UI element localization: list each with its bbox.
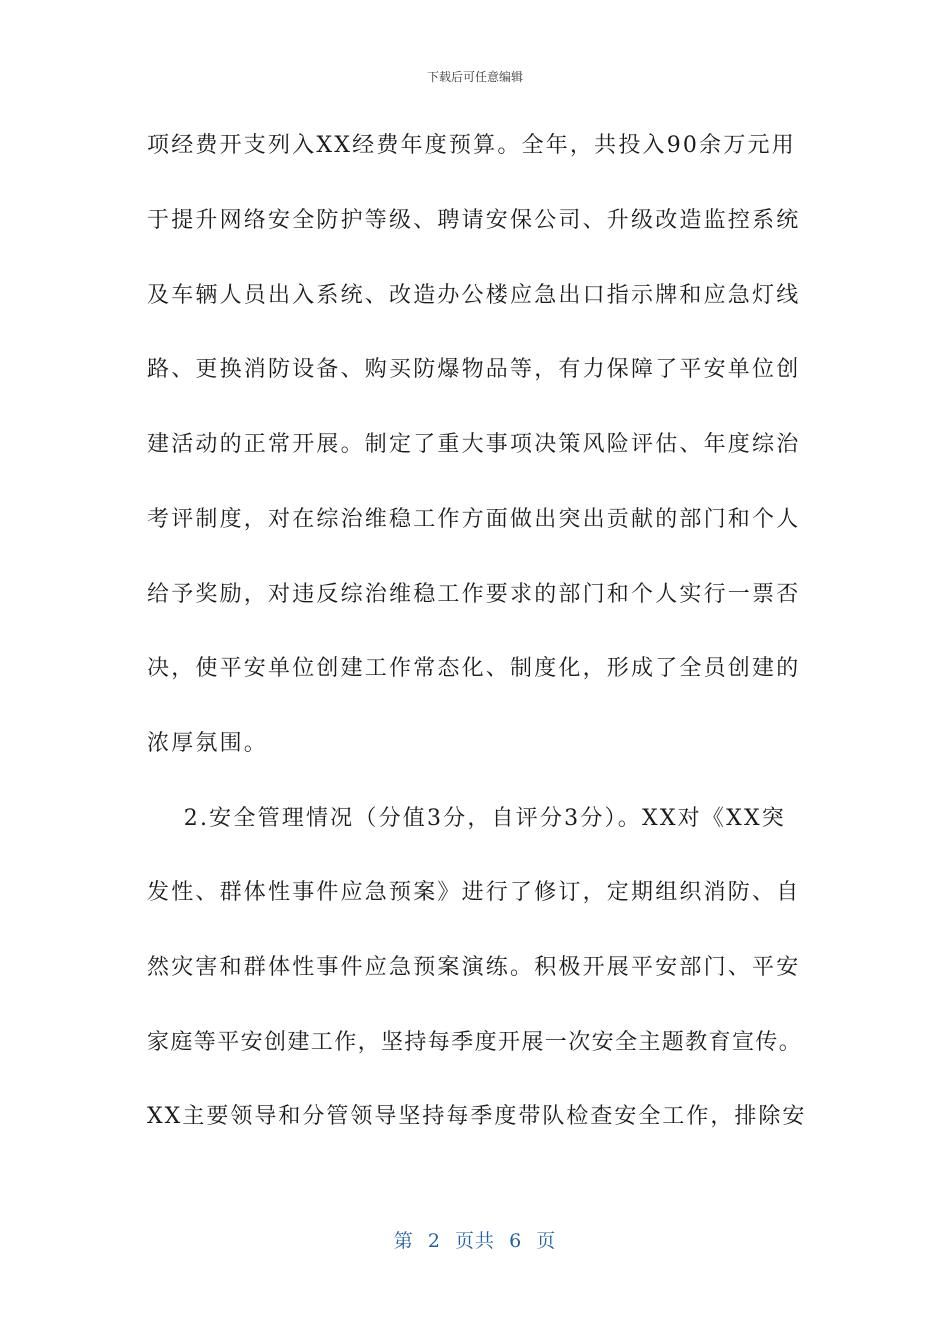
- body-line: 项经费开支列入XX经费年度预算。全年，共投入90余万元用: [147, 133, 796, 158]
- body-line: 决，使平安单位创建工作常态化、制度化，形成了全员创建的: [147, 656, 801, 681]
- page-header-note: 下载后可任意编辑: [426, 70, 523, 84]
- body-line: 浓厚氛围。: [147, 731, 269, 756]
- body-line: 家庭等平安创建工作，坚持每季度开展一次安全主题教育宣传。: [147, 1030, 803, 1055]
- body-line: 路、更换消防设备、购买防爆物品等，有力保障了平安单位创: [147, 357, 801, 382]
- page-number: 第 2 页共 6 页: [393, 1230, 557, 1252]
- body-line: 建活动的正常开展。制定了重大事项决策风险评估、年度综治: [147, 432, 801, 457]
- body-line: XX主要领导和分管领导坚持每季度带队检查安全工作，排除安: [147, 1104, 807, 1129]
- body-line: 发性、群体性事件应急预案》进行了修订，定期组织消防、自: [147, 880, 801, 905]
- body-line: 2.安全管理情况（分值3分，自评分3分）。XX对《XX突: [147, 806, 787, 831]
- body-line: 然灾害和群体性事件应急预案演练。积极开展平安部门、平安: [147, 955, 801, 980]
- body-line: 及车辆人员出入系统、改造办公楼应急出口指示牌和应急灯线: [147, 283, 801, 308]
- body-line: 于提升网络安全防护等级、聘请安保公司、升级改造监控系统: [147, 208, 801, 233]
- body-line: 给予奖励，对违反综治维稳工作要求的部门和个人实行一票否: [147, 582, 801, 607]
- body-line: 考评制度，对在综治维稳工作方面做出突出贡献的部门和个人: [147, 507, 801, 532]
